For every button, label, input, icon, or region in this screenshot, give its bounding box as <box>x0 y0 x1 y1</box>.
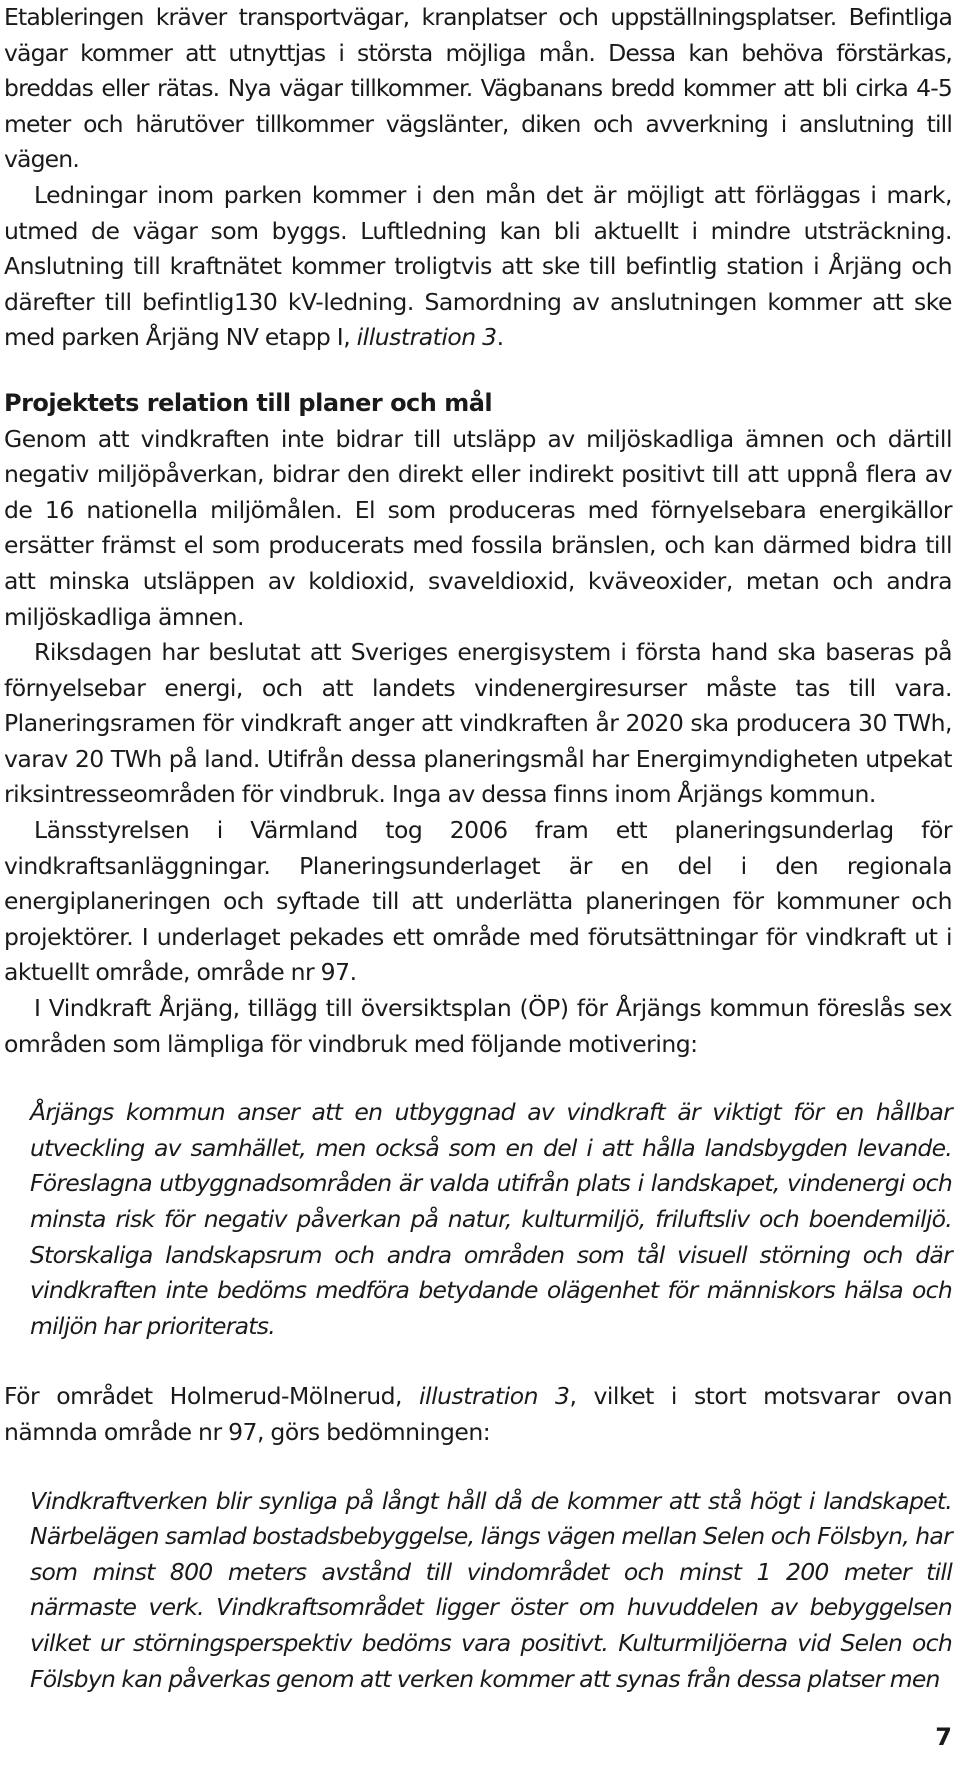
illustration-reference: illustration 3 <box>356 323 497 352</box>
paragraph-transport-roads: Etableringen kräver transportvägar, kranplatser och uppställningsplatser. Befintliga vägar kommer att utnyttjas i största möjliga mån. Dessa kan behöva förstärkas, breddas eller rätas. Nya vägar tillkommer. Vägbanans bredd kommer att bli cirka 4-5 meter och härutöver tillkommer vägslänter, diken och avverkning i anslutning till vägen. <box>4 3 952 174</box>
paragraph-environmental-goals: Genom att vindkraften inte bidrar till utsläpp av miljöskadliga ämnen och därtill negativ miljöpåverkan, bidrar den direkt eller indirekt positivt till att uppnå flera av de 16 nationella miljömålen. El som produceras med förnyelsebara energikällor ersätter främst el som producerats med fossila bränslen, och kan därmed bidra till att minska utsläppen av koldioxid, svaveldioxid, kväveoxider, metan och andra miljöskadliga ämnen. <box>4 424 952 631</box>
paragraph-power-lines-text: Ledningar inom parken kommer i den mån det är möjligt att förläggas i mark, utmed de vägar som byggs. Luftledning kan bli aktuellt i mindre utsträckning. Anslutning till kraftnätet kommer troligtvis att ske till befintlig station i Årjäng och därefter till befintlig130 kV-ledning. Samordning av anslutningen kommer att ske med parken Årjäng NV etapp I, <box>4 180 952 352</box>
paragraph-oversiktsplan: I Vindkraft Årjäng, tillägg till översiktsplan (ÖP) för Årjängs kommun föreslås sex områden som lämpliga för vindbruk med följande motivering: <box>4 994 952 1058</box>
paragraph-power-lines-end: . <box>496 323 504 352</box>
section-heading: Projektets relation till planer och mål <box>4 388 493 417</box>
page-number: 7 <box>935 1723 952 1751</box>
illustration-reference-2: illustration 3 <box>419 1382 570 1411</box>
paragraph-power-lines <box>4 178 952 356</box>
paragraph-riksdag-decision: Riksdagen har beslutat att Sveriges energisystem i första hand ska baseras på förnyelsebar energi, och att landets vindenergiresurser måste tas till vara. Planeringsramen för vindkraft anger att vindkraften år 2020 ska producera 30 TWh, varav 20 TWh på land. Utifrån dessa planeringsmål har Energimyndigheten utpekat riksintresseområden för vindbruk. Inga av dessa finns inom Årjängs kommun. <box>4 638 952 809</box>
quote-motivation: Årjängs kommun anser att en utbyggnad av vindkraft är viktigt för en hållbar utveckling av samhället, men också som en del i att hålla landsbygden levande. Föreslagna utbyggnadsområden är valda utifrån plats i landskapet, vindenergi och minsta risk för negativ påverkan på natur, kulturmiljö, friluftsliv och boendemiljö. Storskaliga landskapsrum och andra områden som tål visuell störning och där vindkraften inte bedöms medföra betydande olägenhet för människors hälsa och miljön har prioriterats. <box>30 1098 952 1340</box>
quote-assessment: Vindkraftverken blir synliga på långt håll då de kommer att stå högt i landskapet. Närbelägen samlad bostadsbebyggelse, längs vägen mellan Selen och Fölsbyn, har som minst 800 meters avstånd till vindområdet och minst 1 200 meter till närmaste verk. Vindkraftsområdet ligger öster om huvuddelen av bebyggelsen vilket ur störningsperspektiv bedöms vara positivt. Kulturmiljöerna vid Selen och Fölsbyn kan påverkas genom att verken kommer att synas från dessa platser men <box>30 1486 952 1693</box>
paragraph-holmerud-molnerud <box>4 1379 952 1450</box>
paragraph-lansstyrelsen: Länsstyrelsen i Värmland tog 2006 fram ett planeringsunderlag för vindkraftsanläggningar. Planeringsunderlaget är en del i den regionala energiplaneringen och syftade till att underlätta planeringen för kommuner och projektörer. I underlaget pekades ett område med förutsättningar för vindkraft ut i aktuellt område, område nr 97. <box>4 816 952 987</box>
paragraph-holmerud-end: , vilket i stort motsvarar ovan nämnda område nr 97, görs bedömningen: <box>4 1382 953 1446</box>
paragraph-holmerud-start: För området Holmerud-Mölnerud, <box>4 1382 420 1411</box>
